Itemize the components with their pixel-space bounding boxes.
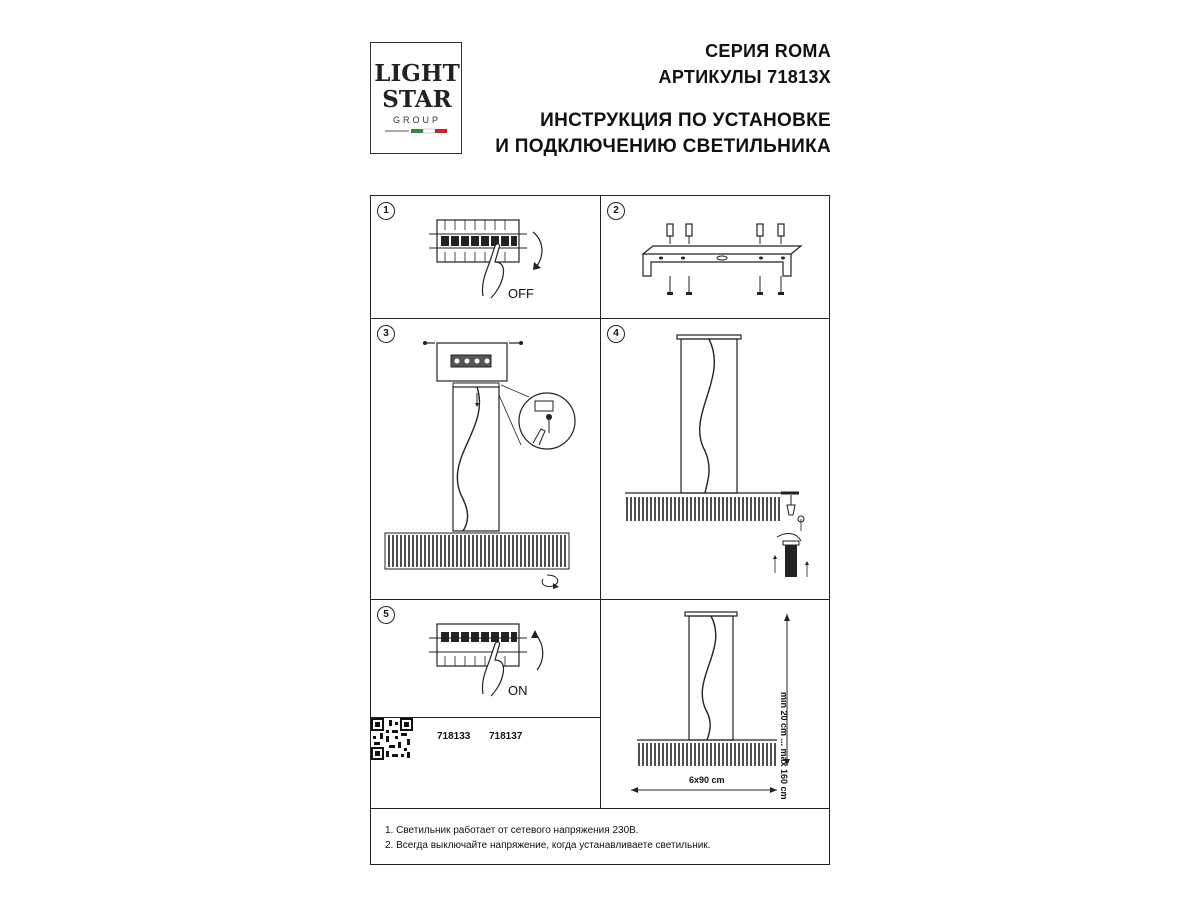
flag-red [435,129,447,133]
note-line-2: 2. Всегда выключайте напряжение, когда устанавливаете светильник. [385,840,711,851]
qr-code-718137[interactable] [371,718,413,760]
mounting-bracket-illustration [601,196,830,319]
on-label: ON [508,683,528,698]
brand-logo-graphic [371,43,463,155]
step-1-number: 1 [377,202,395,220]
dimensions-panel [601,600,830,809]
note-line-1: 1. Светильник работает от сетевого напряжения 230В. [385,825,639,836]
wiring-illustration [371,319,601,600]
qr-codes-panel [371,718,601,809]
height-dimension-label: min 20 cm ... max 160 cm [779,692,789,800]
step-4-number: 4 [607,325,625,343]
breaker-on-illustration [371,600,601,718]
brand-line3: GROUP [392,115,442,125]
step-3-panel [371,319,601,600]
qr-code-label-1: 718133 [437,731,471,742]
brand-logo [370,42,462,154]
step-2-number: 2 [607,202,625,220]
step-5-panel [371,600,601,718]
instruction-sheet [370,195,830,865]
flag-white [423,129,435,133]
step-4-panel [601,319,830,600]
step-2-panel [601,196,830,319]
series-title: СЕРИЯ ROMA [705,41,831,61]
step-3-number: 3 [377,325,395,343]
breaker-off-illustration [371,196,601,319]
qr-code-label-2: 718137 [489,731,523,742]
brand-line2: STAR [382,86,452,113]
brand-line1: LIGHT [374,60,460,87]
width-dimension-label: 6x90 cm [689,775,725,785]
article-number: АРТИКУЛЫ 71813X [658,67,831,87]
instruction-title-line1: ИНСТРУКЦИЯ ПО УСТАНОВКЕ [540,110,831,131]
flag-green [411,129,423,133]
off-label: OFF [508,286,534,301]
step-5-number: 5 [377,606,395,624]
step-1-panel [371,196,601,319]
safety-notes [371,809,829,864]
instruction-title-line2: И ПОДКЛЮЧЕНИЮ СВЕТИЛЬНИКА [495,136,831,157]
lamp-install-illustration [601,319,830,600]
